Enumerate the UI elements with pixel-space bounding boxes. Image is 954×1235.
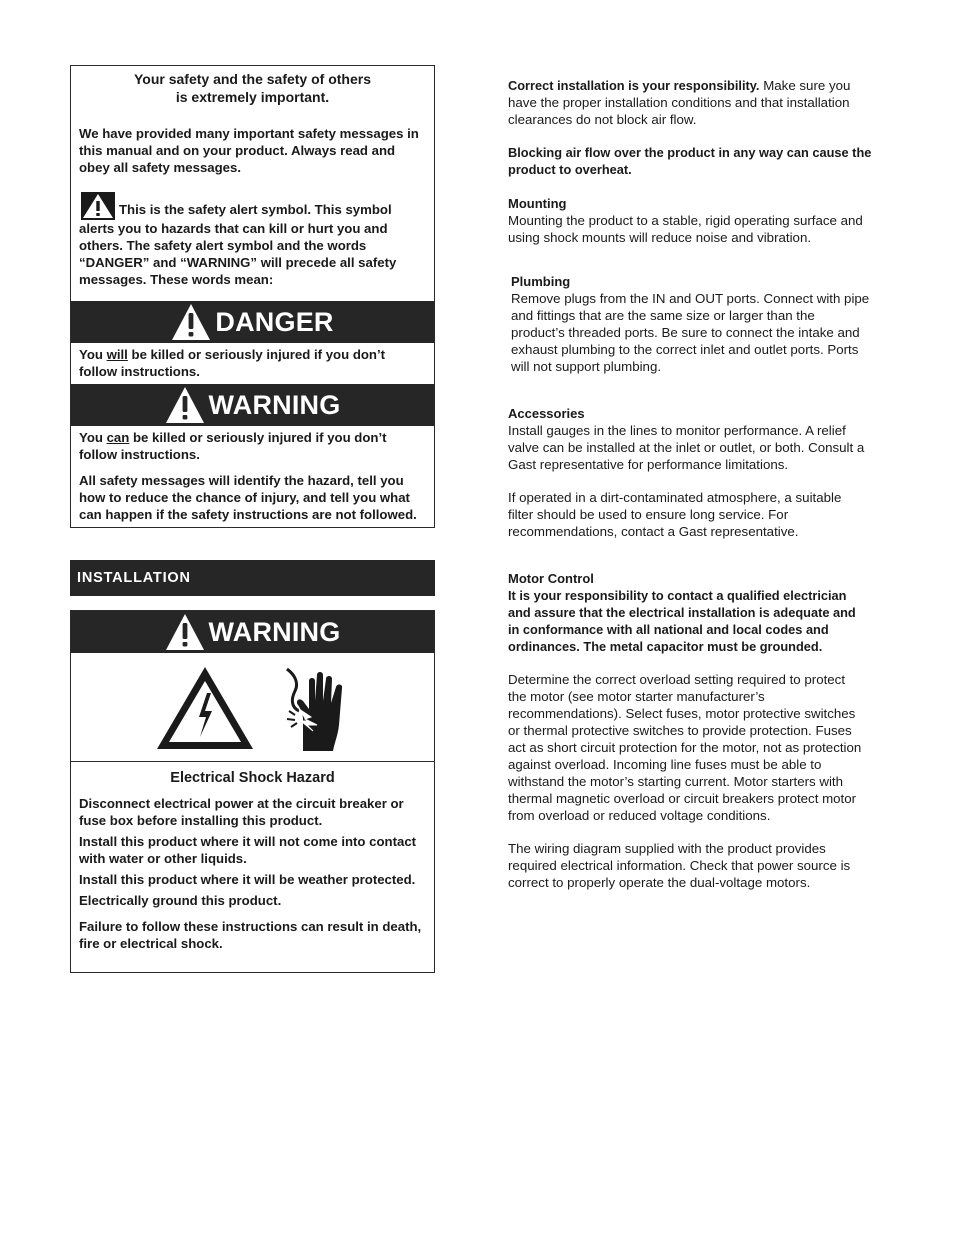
safety-title: Your safety and the safety of others is extremely important.	[133, 71, 371, 105]
safety-alert-icon	[81, 192, 115, 220]
electrical-warning-box	[70, 610, 435, 973]
correct-installation-paragraph: Correct installation is your responsibility. Make sure you have the proper installation conditions and that installation clearances do not block air flow.	[508, 78, 851, 127]
instruction-ground: Electrically ground this product.	[79, 893, 282, 908]
warning-triangle-icon	[165, 386, 205, 424]
mounting-text: Mounting the product to a stable, rigid operating surface and using shock mounts will reduce noise and vibration.	[508, 213, 863, 245]
safety-messages-explanation: All safety messages will identify the hazard, tell you how to reduce the chance of injury, and tell you what can happen if the safety instructions are not followed.	[79, 473, 417, 522]
installation-warning-banner: WARNING	[71, 611, 434, 653]
wiring-text: The wiring diagram supplied with the product provides required electrical information. Check that power source is correct to properly operate the dual-voltage motors.	[508, 841, 851, 890]
motor-control-heading: Motor Control	[508, 571, 594, 586]
danger-text: You will be killed or seriously injured if you don’t follow instructions.	[79, 347, 386, 379]
instruction-disconnect: Disconnect electrical power at the circuit breaker or fuse box before installing this product.	[79, 796, 404, 828]
danger-banner: DANGER	[71, 301, 434, 343]
mounting-section	[508, 195, 878, 246]
accessories-heading: Accessories	[508, 406, 585, 421]
warning-text: You can be killed or seriously injured if you don’t follow instructions.	[79, 430, 387, 462]
accessories-section	[508, 405, 880, 540]
dirt-filter-text: If operated in a dirt-contaminated atmosphere, a suitable filter should be used to ensure long service. For recommendations, contact a Gast representative.	[508, 490, 842, 539]
safety-intro: We have provided many important safety messages in this manual and on your product. Always read and obey all safety messages.	[79, 126, 419, 175]
hazard-pictograms	[71, 653, 434, 762]
blocking-airflow-warning: Blocking air flow over the product in any way can cause the product to overheat.	[508, 145, 872, 177]
motor-control-section	[508, 570, 868, 891]
warning-triangle-icon	[165, 613, 205, 651]
plumbing-heading: Plumbing	[511, 274, 571, 289]
danger-triangle-icon	[171, 303, 211, 341]
accessories-text: Install gauges in the lines to monitor performance. A relief valve can be installed at the inlet or outlet, or both. Consult a Gast representative for performance limitations.	[508, 423, 865, 472]
warning-banner: WARNING	[71, 384, 434, 426]
instruction-weather: Install this product where it will be weather protected.	[79, 872, 416, 887]
electric-shock-hand-icon	[281, 665, 353, 753]
overload-text: Determine the correct overload setting required to protect the motor (see motor starter manufacturer’s recommendations). Select fuses, motor protective switches or thermal protective switches to provide protection. Fuses act as short circuit protection for the motor, not as protection against overload. Incoming line fuses must be able to withstand the motor’s starting current. Motor starters with thermal magnetic overload or circuit breakers protect motor from overload or reduced voltage conditions.	[508, 672, 862, 823]
safety-symbol-paragraph: This is the safety alert symbol. This symbol alerts you to hazards that can kill or hurt you and others. The safety alert symbol and the words “DANGER” and “WARNING” will precede all safety messages. These words mean:	[71, 192, 434, 288]
safety-message-box	[70, 65, 435, 528]
installation-section-header: INSTALLATION	[70, 560, 435, 596]
mounting-heading: Mounting	[508, 196, 567, 211]
hazard-title: Electrical Shock Hazard	[170, 770, 335, 786]
electrical-hazard-triangle-icon	[155, 665, 255, 751]
instruction-water: Install this product where it will not come into contact with water or other liquids.	[79, 834, 417, 866]
plumbing-text: Remove plugs from the IN and OUT ports. Connect with pipe and fittings that are the same size or larger than the product’s threaded ports. Be sure to connect the intake and exhaust plumbing to the correct inlet and outlet ports. Ports will not support plumbing.	[511, 291, 870, 374]
instruction-failure: Failure to follow these instructions can result in death, fire or electrical shock.	[79, 919, 422, 951]
motor-control-responsibility: It is your responsibility to contact a qualified electrician and assure that the electrical installation is adequate and in conformance with all national and local codes and ordinances. The metal capacitor must be grounded.	[508, 588, 856, 654]
plumbing-section	[511, 273, 871, 375]
